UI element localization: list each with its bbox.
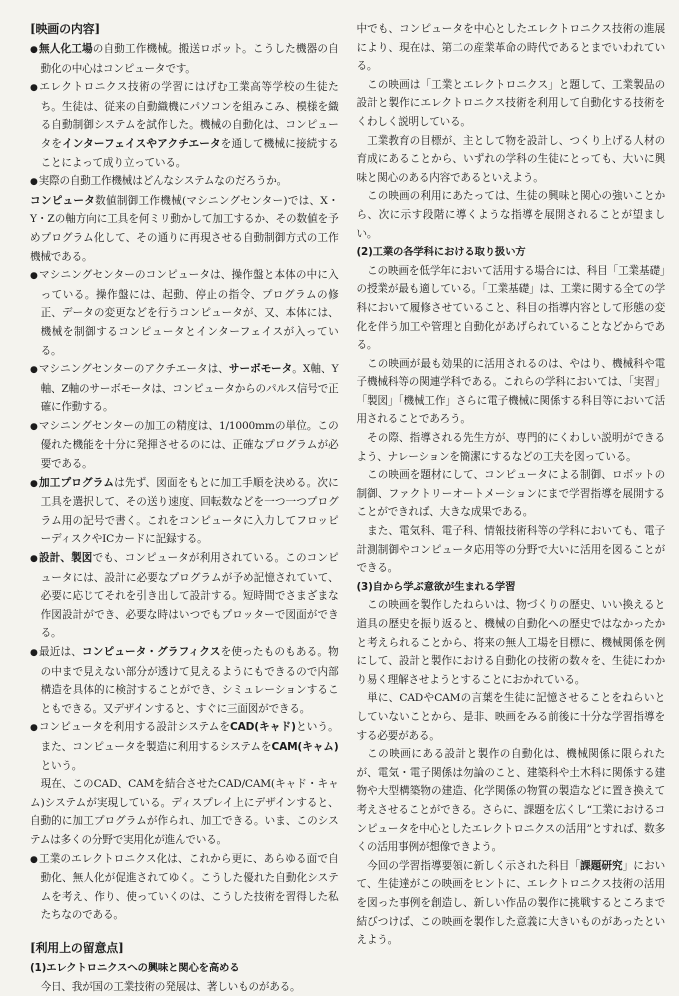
bullet-students — [30, 78, 339, 172]
bullet-machining-program — [30, 474, 339, 549]
paragraph-cad-cam-note: 単に、CADやCAMの言葉を生徒に記憶させることをねらいとしていないことから、是非、映画をみる前後に十分な学習指導をする必要がある。 — [357, 689, 666, 745]
text: を通して機械に接続することによって成り立っている。 — [41, 138, 339, 169]
subheading-interest: (1)エレクトロニクスへの興味と関心を高める — [30, 959, 339, 978]
term-machining-program: 加工プログラム — [39, 477, 114, 489]
paragraph-film-theme: この映画は「工業とエレクトロニクス」と題して、工業製品の設計と製作にエレクトロニクス技術を利用して自動化する技術をくわしく説明している。 — [357, 76, 666, 132]
text: 最近は、 — [39, 646, 82, 658]
paragraph-electrical-dept: また、電気科、電子科、情報技術科等の学科においても、電子計測制御やコンピュータ応用等の分野で大いに活用を図ることができる。 — [357, 522, 666, 578]
term-servo-motor: サーボモータ — [229, 363, 292, 375]
text: マシニングセンターの加工の精度は、1/1000mmの単位。この優れた機能を十分に発揮させるのには、正確なプログラムが必要である。 — [39, 420, 339, 470]
text: 」において、生徒達がこの映画をヒントに、エレクトロニクス技術の活用を図った事例を創造し、新しい作品の製作に挑戦するところまで結びつけば、この映画を製作した意義に大きいものがあったといえよう。 — [357, 860, 666, 946]
text: の自動工作機械。搬送ロボット。こうした機器の自動化の中心はコンピュータです。 — [41, 43, 339, 75]
text: という。また、コンピュータを製造に利用するシステムを — [41, 721, 339, 753]
right-column — [357, 20, 666, 996]
bullet-precision — [30, 417, 339, 474]
text: 今回の学習指導要領に新しく示された科目「 — [367, 860, 580, 872]
left-column — [30, 20, 339, 996]
text: コンピュータを利用する設計システムを — [39, 721, 230, 733]
text: は先ず、図面をもとに加工手順を決める。次に工具を選択して、その送り速度、回転数などを一つ一つプログラム用の記号で書く。これをコンピュータに入力してフロッピーディスクやICカードに記録する。 — [41, 477, 339, 546]
bullet-computer-graphics — [30, 643, 339, 718]
term-design-drafting: 設計、製図 — [39, 552, 93, 564]
text: という。 — [41, 760, 83, 772]
text: 。X軸、Y軸、Z軸のサーボモータは、コンピュータからのパルス信号で正確に作動する。 — [41, 363, 339, 413]
paragraph-film-aim: この映画を製作したねらいは、物づくりの歴史、いい換えると道具の歴史を振り返ると、機械の自動化への歴史ではなかったかと考えられることから、将来の無人工場を目標に、機械関係を例にして、設計と製作における自動化の技術の数々を、生徒にわかり易く理解させようとすることにおかれている。 — [357, 596, 666, 689]
term-computer: コンピュータ — [30, 195, 95, 207]
subheading-departments: (2)工業の各学科における取り扱い方 — [357, 243, 666, 262]
section-title-content: [映画の内容] — [30, 20, 339, 38]
bullet-unmanned-factory — [30, 40, 339, 78]
text: でも、コンピュータが利用されている。このコンピュータには、設計に必要なプログラムが予め記憶されていて、必要に応じてそれを引き出して設計する。短時間でさまざまな作図設計ができ、必要な時はいつでもプロッターで図面ができる。 — [41, 552, 339, 639]
paragraph-mechanical-dept: この映画が最も効果的に活用されるのは、やはり、機械科や電子機械科等の関連学科である。これらの学科においては、「実習」「製図」「機械工作」さらに電子機械に関係する科目等において活用されることであろう。 — [357, 355, 666, 429]
section-title-notes: [利用上の留意点] — [30, 939, 339, 957]
text: マシニングセンターのコンピュータは、操作盤と本体の中に入っている。操作盤には、起動、停止の指令、プログラムの修正、データの変更などを行うコンピュータが、又、本体には、機械を制御するコンピュータとインターフェイスが入っている。 — [39, 269, 339, 356]
paragraph-industrial-basics: この映画を低学年において活用する場合には、科目「工業基礎」の授業が最も適している。「工業基礎」は、工業に関する全ての学科において履修させていること、科目の指導内容として形態の変化を伴う加工や管理と自動化があげられていることなどからである。 — [357, 262, 666, 355]
bullet-electronics-future — [30, 850, 339, 925]
paragraph-teacher-note: その際、指導される先生方が、専門的にくわしい説明ができるよう、ナレーションを簡潔にするなどの工夫を図っている。 — [357, 429, 666, 466]
text: 実際の自動工作機械はどんなシステムなのだろうか。 — [39, 175, 287, 187]
bullet-real-system — [30, 172, 339, 192]
text: マシニングセンターのアクチエータは、 — [39, 363, 229, 375]
paragraph-automation-examples: この映画にある設計と製作の自動化は、機械関係に限られたが、電気・電子関係は勿論のこと、建築科や土木科に関係する建物や大型構築物の建造、化学関係の物質の製造などに置き換えて考えさせることができる。さらに、課題を広くし“工業におけるコンピュータを中心としたエレクトロニクスの活用”とすれば、数多くの活用事例が想像できよう。 — [357, 745, 666, 857]
term-interface-actuator: インターフェイスやアクチエータ — [62, 138, 221, 150]
paragraph-robot-control: この映画を題材にして、コンピュータによる制御、ロボットの制御、ファクトリーオートメーションにまで学習指導を展開することができれば、大きな成果である。 — [357, 466, 666, 522]
term-computer-graphics: コンピュータ・グラフィクス — [82, 646, 221, 658]
paragraph-education-goal: 工業教育の目標が、主として物を設計し、つくり上げる人材の育成にあることから、いずれの学科の生徒にとっても、大いに興味と関心のある内容であるといえよう。 — [357, 132, 666, 188]
subheading-self-learning: (3)自から学ぶ意欲が生まれる学習 — [357, 578, 666, 597]
paragraph-cadcam-system: 現在、このCAD、CAMを結合させたCAD/CAM(キャド・キャム)システムが実現している。ディスプレイ上にデザインすると、自動的に加工プログラムが作られ、加工できる。いま、このシステムは多くの分野で実用化が進んでいる。 — [30, 775, 339, 849]
text: エレクトロニクス技術の学習にはげむ工業高等学校の生徒たち。生徒は、従来の自動織機にパソコンを組みこみ、模様を織る自動制御システムを試作した。機械の自動化は、コンピュータを — [39, 81, 338, 150]
bullet-servo-motor — [30, 360, 339, 417]
bullet-cad-cam — [30, 718, 339, 775]
bullet-design-drafting — [30, 549, 339, 643]
paragraph-project-study — [357, 857, 666, 950]
paragraph-usage-guidance: この映画の利用にあたっては、生徒の興味と関心の強いことから、次に示す段階に導くような指導を展開されることが望ましい。 — [357, 187, 666, 243]
term-unmanned-factory: 無人化工場 — [39, 43, 93, 55]
paragraph-industry-development: 今日、我が国の工業技術の発展は、著しいものがある。 — [30, 978, 339, 996]
term-project-study: 課題研究 — [580, 860, 623, 872]
text: 工業のエレクトロニクス化は、これから更に、あらゆる面で自動化、無人化が促進されてゆく。こうした優れた自動化システムを考え、作り、使っていくのは、こうした技術を習得した私たちなのである。 — [39, 853, 339, 922]
text: を使ったものもある。物の中まで見えない部分が透けて見えるようにもできるので内部構造を具体的に検討することができ、シミュレーションすることもできる。又デザインすると、すぐに三面図ができる。 — [41, 646, 339, 715]
term-cad: CAD(キャド) — [230, 721, 296, 733]
paragraph-nc-machine — [30, 192, 339, 266]
text: 数値制御工作機械(マシニングセンター)では、X・Y・Zの軸方向に工具を何ミリ動かして加工するか、その数値を予めプログラム化して、その通りに再現させる自動制御方式の工作機械である。 — [30, 195, 339, 263]
term-cam: CAM(キャム) — [272, 741, 339, 753]
paragraph-continued: 中でも、コンピュータを中心としたエレクトロニクス技術の進展により、現在は、第二の産業革命の時代であるとまでいわれている。 — [357, 20, 666, 76]
two-column-body — [30, 20, 665, 996]
bullet-machining-center-computer — [30, 266, 339, 360]
